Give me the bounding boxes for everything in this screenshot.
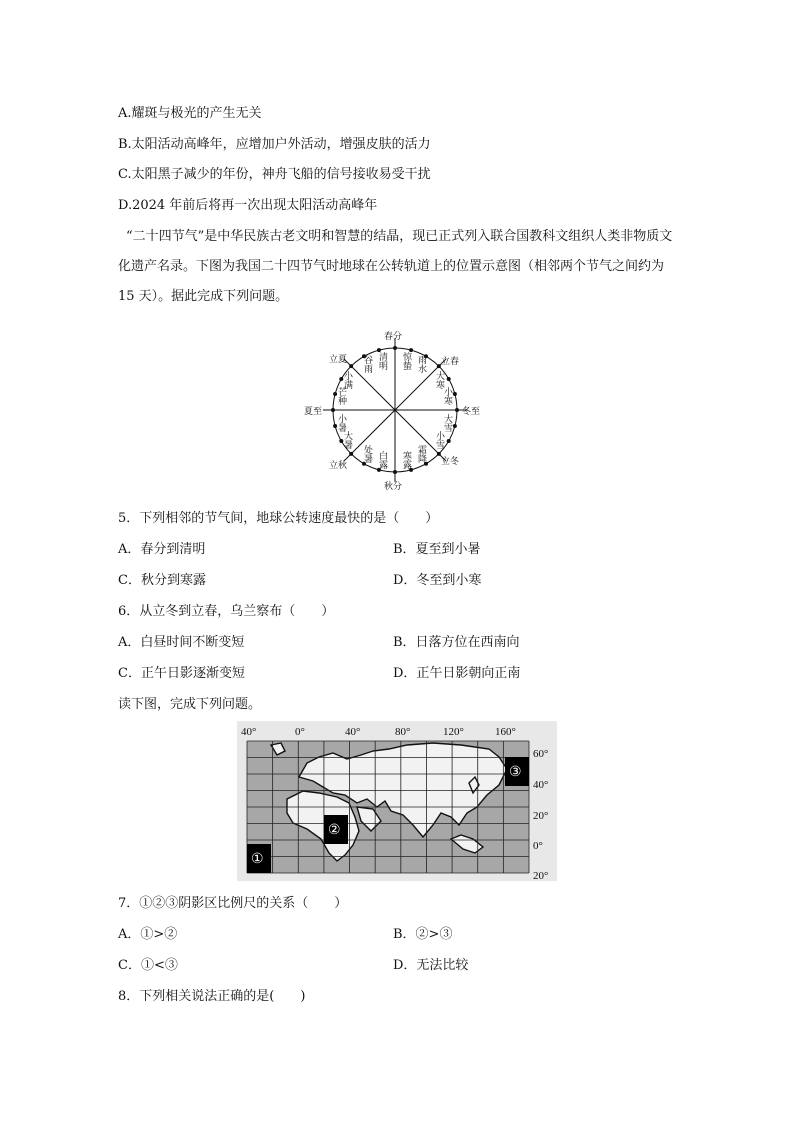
term-xiaoxue: 小雪 <box>434 431 444 449</box>
solar-terms-diagram <box>295 325 495 495</box>
lon-label-40w: 40° <box>241 726 257 738</box>
q6-option-b: B．日落方位在西南向 <box>393 635 520 650</box>
term-hanlu: 寒露 <box>401 451 411 469</box>
term-yushui: 雨水 <box>416 355 426 373</box>
lat-label-20n: 20° <box>533 810 549 822</box>
marker-2: ② <box>328 822 341 838</box>
q6-option-c: C．正午日影逐渐变短 <box>118 666 245 681</box>
q7-option-d: D．无法比较 <box>393 958 469 973</box>
orbit-dot <box>447 377 451 381</box>
lon-label-120e: 120° <box>443 726 464 738</box>
term-lidong: 立冬 <box>441 457 460 467</box>
term-shuangjiang: 霜降 <box>416 445 426 463</box>
term-lixia: 立夏 <box>329 355 348 365</box>
lon-label-0: 0° <box>295 726 305 738</box>
lat-label-20s: 20° <box>533 870 549 881</box>
term-bailu: 白露 <box>377 451 387 469</box>
term-guyu: 谷雨 <box>362 355 372 373</box>
orbit-dot <box>453 392 457 396</box>
lat-label-0: 0° <box>533 840 543 852</box>
q4-option-a: A.耀斑与极光的产生无关 <box>118 106 262 121</box>
q7-stem: 7．①②③阴影区比例尺的关系（ ） <box>118 896 348 911</box>
term-jingzhe: 惊蛰 <box>401 352 411 370</box>
solar-terms-intro: “二十四节气”是中华民族古老文明和智慧的结晶，现已正式列入联合国教科文组织人类非物质文化遗产名录。下图为我国二十四节气时地球在公转轨道上的位置示意图（相邻两个节气之间约为 15 天）。据此完成下列问题。 <box>118 229 673 304</box>
term-lichun: 立春 <box>441 357 460 367</box>
lon-label-160e: 160° <box>495 726 516 738</box>
q4-option-b: B.太阳活动高峰年，应增加户外活动，增强皮肤的活力 <box>118 137 431 152</box>
term-qiufen: 秋分 <box>384 482 403 492</box>
q5-stem: 5．下列相邻的节气间，地球公转速度最快的是（ ） <box>118 511 439 526</box>
term-mangzhong: 芒种 <box>336 387 346 405</box>
q6-stem: 6．从立冬到立春，乌兰察布（ ） <box>118 604 335 619</box>
lon-label-40e: 40° <box>345 726 361 738</box>
q7-option-c: C．①<③ <box>118 958 178 973</box>
q5-option-d: D．冬至到小寒 <box>393 573 482 588</box>
term-chushu: 处暑 <box>362 445 372 463</box>
q4-option-c: C.太阳黑子减少的年份，神舟飞船的信号接收易受干扰 <box>118 167 431 182</box>
term-xiazhi: 夏至 <box>304 407 323 417</box>
marker-3: ③ <box>509 764 522 780</box>
q5-option-b: B．夏至到小暑 <box>393 542 481 557</box>
orbit-dot <box>447 439 451 443</box>
map-intro: 读下图，完成下列问题。 <box>118 697 262 712</box>
lon-label-80e: 80° <box>395 726 411 738</box>
term-dongzhi: 冬至 <box>462 407 481 417</box>
q7-option-a: A．①>② <box>118 927 178 942</box>
term-qingming: 清明 <box>377 352 387 370</box>
q7-option-b: B．②>③ <box>393 927 453 942</box>
term-xiaohan: 小寒 <box>442 387 452 405</box>
term-daxue: 大雪 <box>442 414 452 432</box>
q5-option-c: C．秋分到寒露 <box>118 573 206 588</box>
term-liqiu: 立秋 <box>329 461 348 471</box>
q5-option-a: A．春分到清明 <box>118 542 206 557</box>
q6-option-a: A．白昼时间不断变短 <box>118 635 245 650</box>
marker-1: ① <box>251 851 264 867</box>
term-dahan: 大寒 <box>434 371 444 389</box>
q4-option-d: D.2024 年前后将再一次出现太阳活动高峰年 <box>118 198 378 213</box>
lat-label-40n: 40° <box>533 779 549 791</box>
lat-label-60n: 60° <box>533 748 549 760</box>
term-xiaoman: 小满 <box>342 371 352 389</box>
term-chunfen: 春分 <box>384 332 403 342</box>
q6-option-d: D．正午日影朝向正南 <box>393 666 521 681</box>
q8-stem: 8．下列相关说法正确的是( ) <box>118 989 306 1004</box>
term-xiaoshu: 小暑 <box>336 414 346 432</box>
term-dashu: 大暑 <box>342 431 352 449</box>
orbit-dot <box>453 424 457 428</box>
world-grid-map <box>237 721 557 881</box>
